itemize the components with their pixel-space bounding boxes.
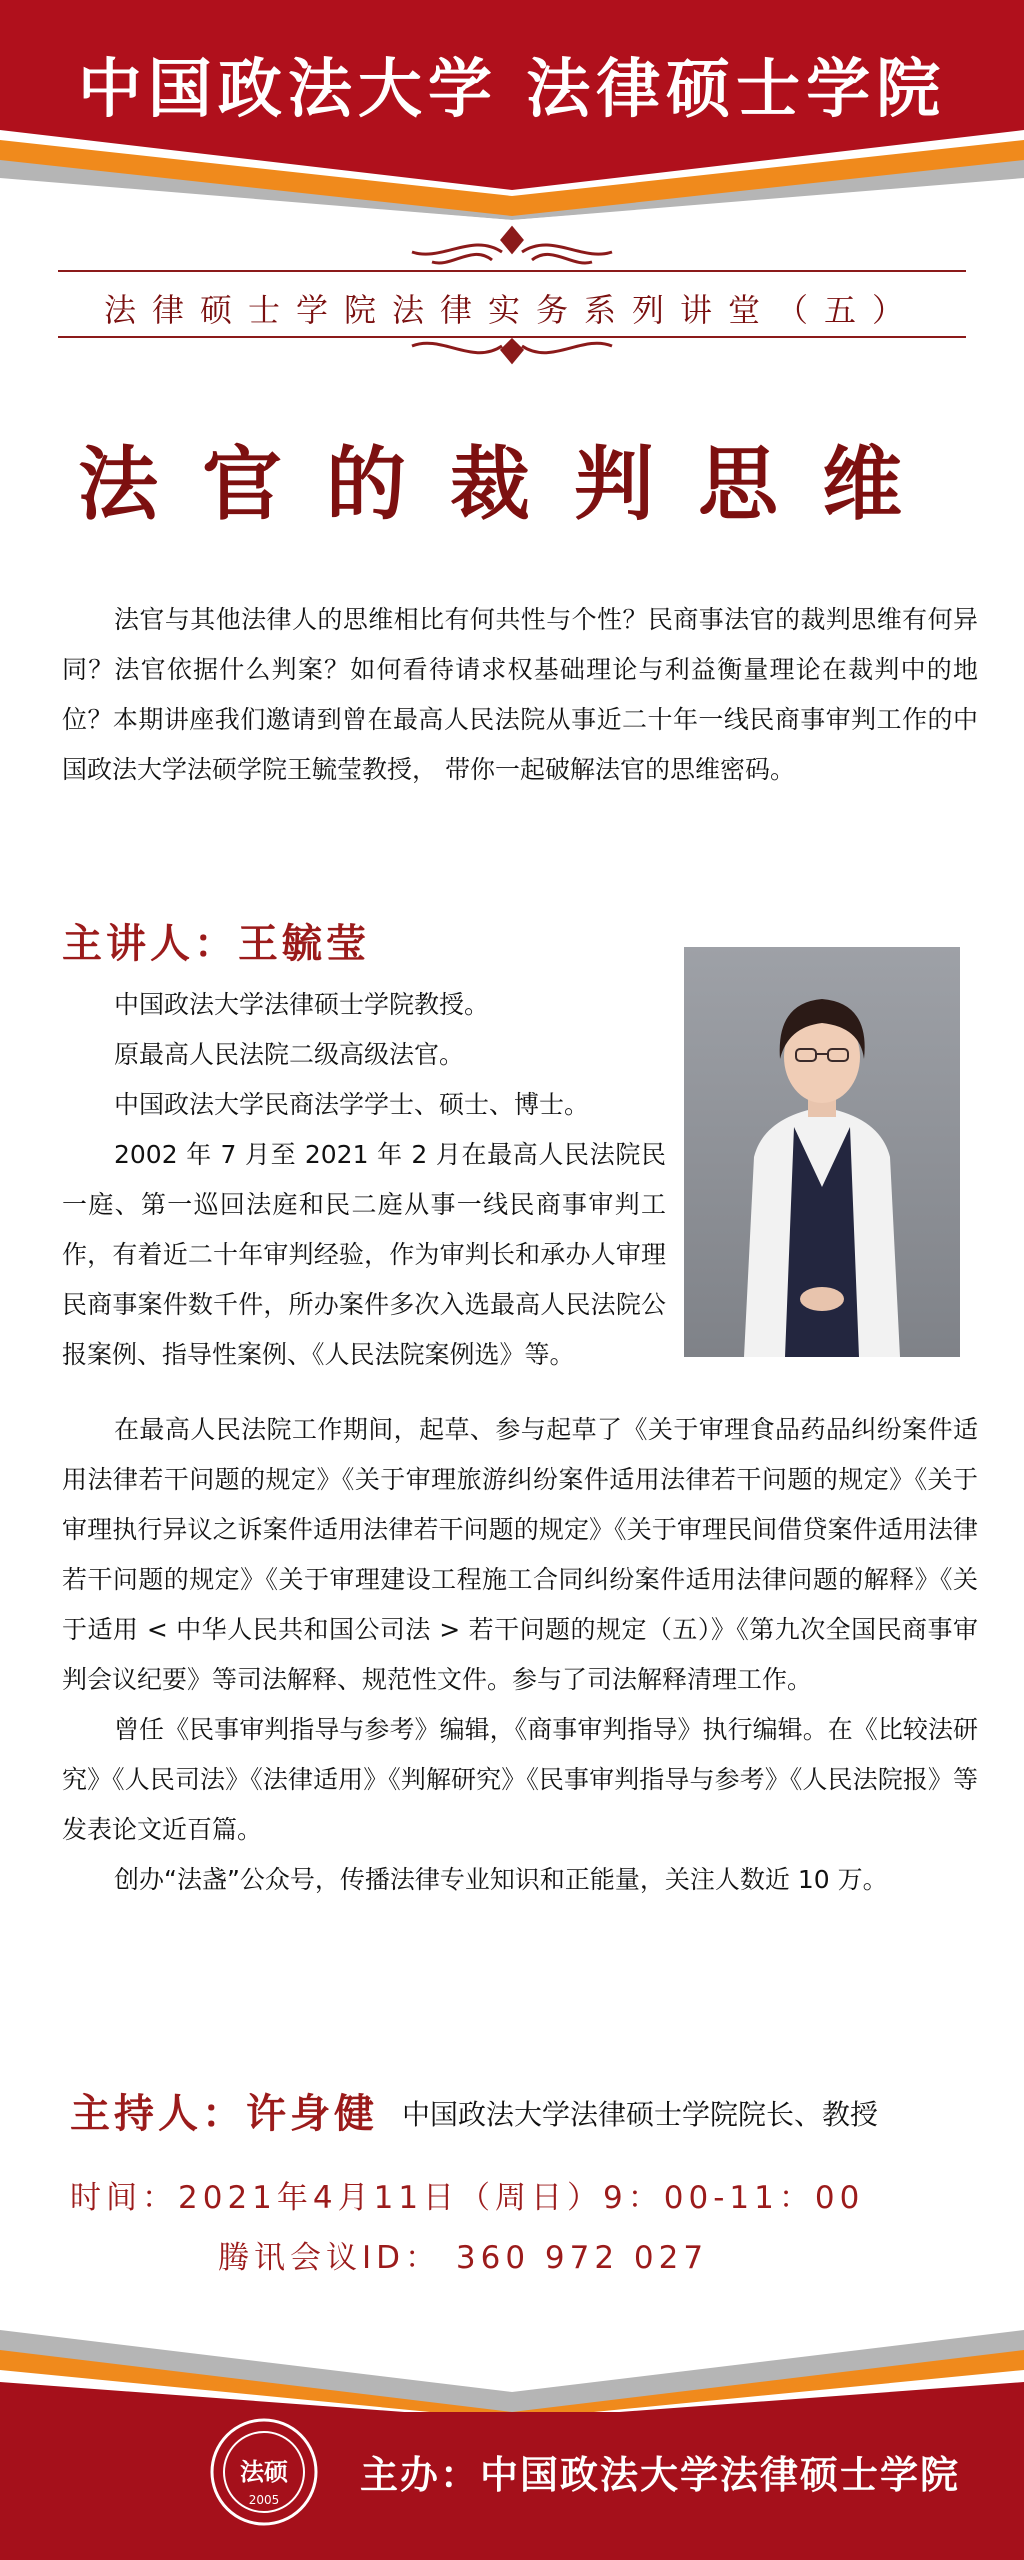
svg-text:2005: 2005 bbox=[248, 2493, 280, 2507]
bio-paragraph: 在最高人民法院工作期间，起草、参与起草了《关于审理食品药品纠纷案件适用法律若干问题的规定》《关于审理旅游纠纷案件适用法律若干问题的规定》《关于审理执行异议之诉案件适用法律若干问题的规定》《关于审理民间借贷案件适用法律若干问题的规定》《关于审理建设工程施工合同纠纷案件适用法律问题的解释》《关于适用 < 中华人民共和国公司法 > 若干问题的规定（五）》《第九次全国民商事审判会议纪要》等司法解释、规范性文件。参与了司法解释清理工作。 bbox=[62, 1415, 978, 1694]
school-seal-icon bbox=[208, 2416, 320, 2528]
bio-paragraph: 创办“法盏”公众号，传播法律专业知识和正能量，关注人数近 10 万。 bbox=[114, 1865, 888, 1894]
series-rule-top bbox=[58, 270, 966, 272]
bio-paragraph: 曾任《民事审判指导与参考》编辑，《商事审判指导》执行编辑。在《比较法研究》《人民司法》《法律适用》《判解研究》《民事审判指导与参考》《人民法院报》等发表论文近百篇。 bbox=[62, 1715, 978, 1844]
event-time: 时间：2021年4月11日（周日）9：00-11：00 bbox=[70, 2180, 865, 2216]
speaker-photo bbox=[684, 947, 960, 1357]
svg-text:法硕: 法硕 bbox=[240, 2457, 288, 2486]
footer-ribbon bbox=[0, 2320, 1024, 2420]
bio-line: 原最高人民法院二级高级法官。 bbox=[114, 1040, 465, 1069]
bio-line: 中国政法大学民商法学学士、硕士、博士。 bbox=[114, 1090, 590, 1119]
series-title: 法律硕士学院法律实务系列讲堂（五） bbox=[103, 291, 920, 329]
speaker-heading: 主讲人：王毓莹 bbox=[62, 921, 370, 967]
organizer-label: 主办：中国政法大学法律硕士学院 bbox=[360, 2453, 961, 2497]
speaker-bio-long bbox=[62, 1405, 978, 1905]
bio-line: 中国政法大学法律硕士学院教授。 bbox=[114, 990, 490, 1019]
lecture-title: 法官的裁判思维 bbox=[78, 437, 946, 531]
host-label: 主持人：许身健 bbox=[70, 2091, 378, 2137]
speaker-bio-short bbox=[62, 980, 666, 1380]
ornament-top-icon bbox=[402, 222, 622, 272]
header-title: 中国政法大学 法律硕士学院 bbox=[77, 52, 947, 127]
meeting-id: 腾讯会议ID： 360 972 027 bbox=[218, 2240, 709, 2276]
ornament-bottom-icon bbox=[402, 330, 622, 370]
bio-line: 2002 年 7 月至 2021 年 2 月在最高人民法院民一庭、第一巡回法庭和民二庭从事一线民商事审判工作，有着近二十年审判经验，作为审判长和承办人审理民商事案件数千件，所办案件多次入选最高人民法院公报案例、指导性案例、《人民法院案例选》等。 bbox=[62, 1140, 666, 1369]
intro-paragraph: 法官与其他法律人的思维相比有何共性与个性？民商事法官的裁判思维有何异同？法官依据什么判案？如何看待请求权基础理论与利益衡量理论在裁判中的地位？本期讲座我们邀请到曾在最高人民法院从事近二十年一线民商事审判工作的中国政法大学法硕学院王毓莹教授， 带你一起破解法官的思维密码。 bbox=[62, 605, 978, 784]
host-desc: 中国政法大学法律硕士学院院长、教授 bbox=[402, 2098, 879, 2131]
header-ribbon bbox=[0, 100, 1024, 220]
